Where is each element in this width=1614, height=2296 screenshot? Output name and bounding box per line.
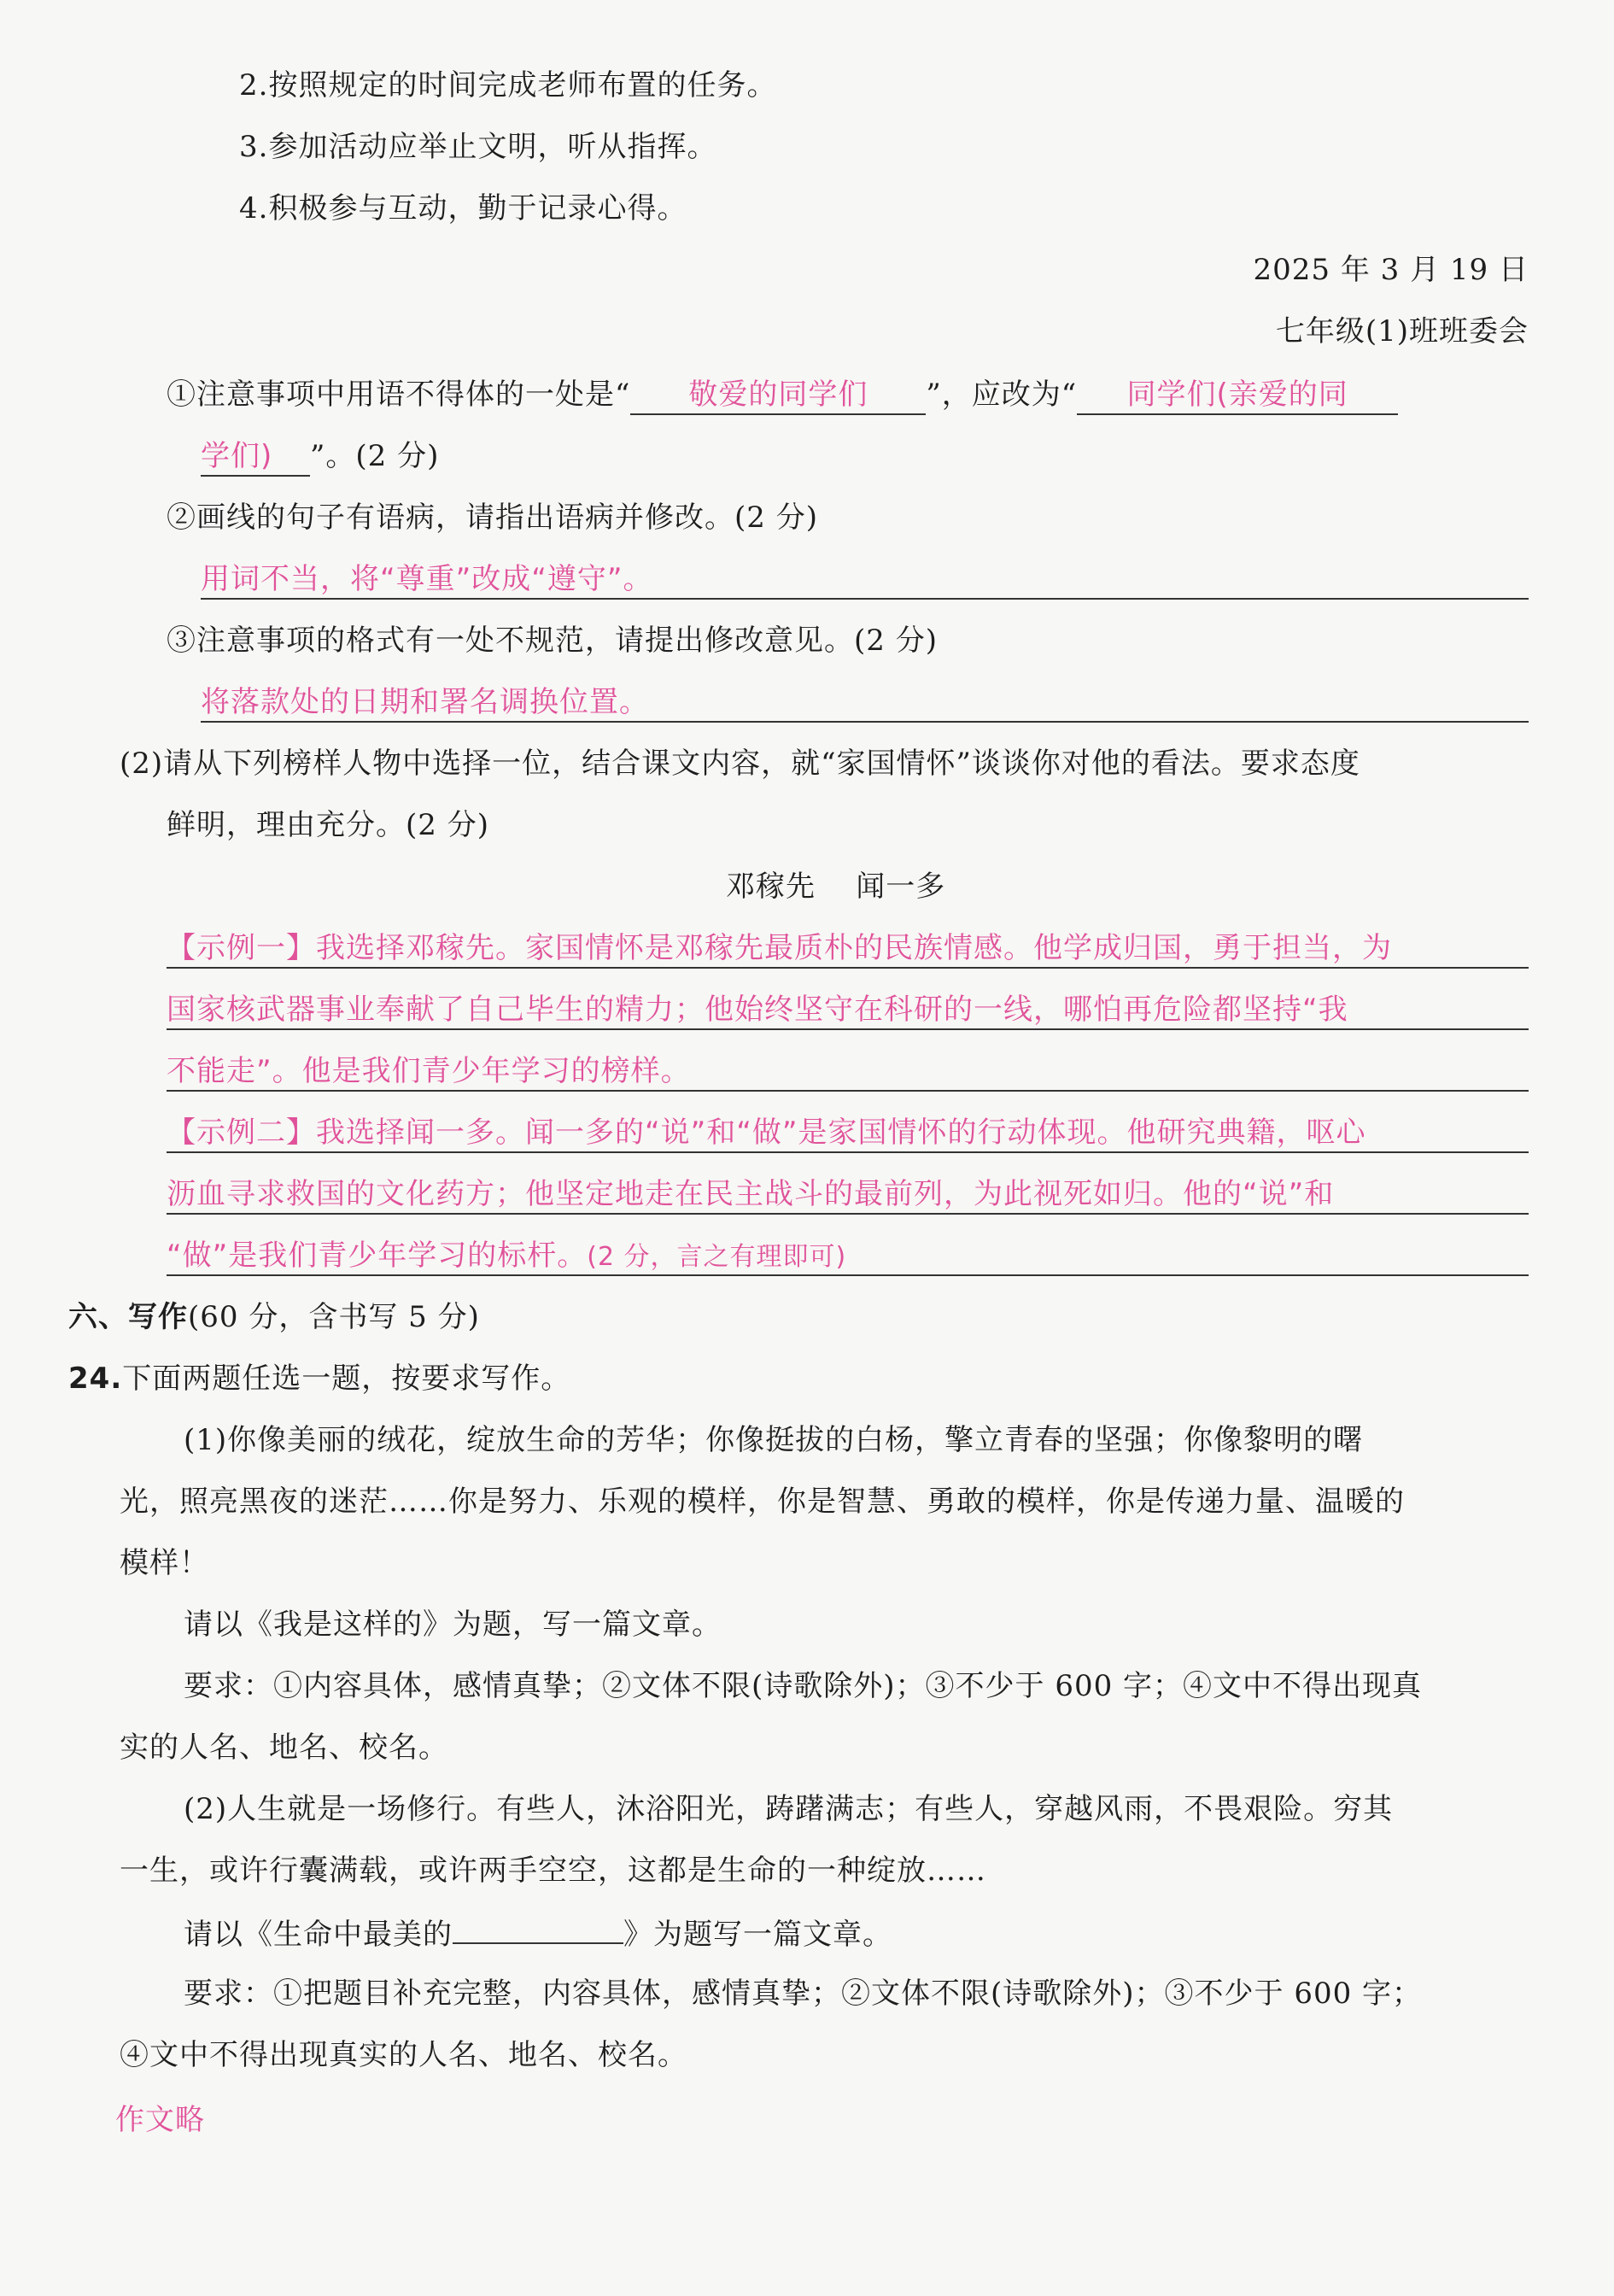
example-1-line-2: 国家核武器事业奉献了自己毕生的精力；他始终坚守在科研的一线，哪怕再危险都坚持“我 bbox=[167, 993, 1348, 1027]
answer-line-2 bbox=[201, 560, 1529, 600]
notice-item-4: 4.积极参与互动，勤于记录心得。 bbox=[239, 191, 687, 226]
topic-1-title: 请以《我是这样的》为题，写一篇文章。 bbox=[184, 1608, 722, 1642]
role-model-names: 邓稼先 闻一多 bbox=[726, 870, 946, 904]
topic-2-requirements-2: ④文中不得出现真实的人名、地名、校名。 bbox=[120, 2038, 687, 2072]
example-2-line-3-text: “做”是我们青少年学习的标杆。 bbox=[167, 1239, 588, 1273]
section-6-title: 六、写作 bbox=[68, 1300, 188, 1334]
question-2: ②画线的句子有语病，请指出语病并修改。(2 分) bbox=[167, 501, 818, 535]
answer-line-example-1a bbox=[167, 929, 1529, 969]
topic-2-title-pre: 请以《生命中最美的 bbox=[184, 1918, 453, 1952]
example-2-line-1: 【示例二】我选择闻一多。闻一多的“说”和“做”是家国情怀的行动体现。他研究典籍，呕心 bbox=[167, 1116, 1366, 1150]
section-6-score: (60 分，含书写 5 分) bbox=[188, 1300, 480, 1334]
answer-line-example-1b bbox=[167, 991, 1529, 1030]
question-24 bbox=[68, 1360, 570, 1397]
topic-1-line-1: (1)你像美丽的绒花，绽放生命的芳华；你像挺拔的白杨，擎立青春的坚强；你像黎明的曙 bbox=[184, 1423, 1364, 1457]
topic-2-line-1: (2)人生就是一场修行。有些人，沐浴阳光，踌躇满志；有些人，穿越风雨，不畏艰险。穷其 bbox=[184, 1792, 1394, 1826]
answer-2: 用词不当，将“尊重”改成“遵守”。 bbox=[201, 562, 653, 596]
topic-1-requirements-2: 实的人名、地名、校名。 bbox=[120, 1731, 448, 1765]
answer-blank-a: 敬爱的同学们 bbox=[630, 376, 926, 415]
topic-2-title-post: 》为题写一篇文章。 bbox=[623, 1918, 892, 1952]
topic-1-line-3: 模样！ bbox=[120, 1546, 209, 1580]
example-2-line-3 bbox=[167, 1237, 846, 1276]
answer-blank-b: 同学们(亲爱的同 bbox=[1077, 376, 1398, 415]
answer-line-example-2c bbox=[167, 1237, 1529, 1276]
topic-2-title bbox=[184, 1913, 892, 1953]
answer-blank-b-continued: 学们) bbox=[201, 437, 310, 477]
topic-2-line-2: 一生，或许行囊满载，或许两手空空，这都是生命的一种绽放…… bbox=[120, 1854, 986, 1888]
notice-signature: 七年级(1)班班委会 bbox=[1275, 314, 1529, 348]
notice-item-2: 2.按照规定的时间完成老师布置的任务。 bbox=[239, 68, 777, 102]
question-24-intro: 下面两题任选一题，按要求写作。 bbox=[122, 1362, 571, 1396]
answer-3: 将落款处的日期和署名调换位置。 bbox=[201, 685, 649, 719]
example-1-line-3: 不能走”。他是我们青少年学习的榜样。 bbox=[167, 1054, 691, 1088]
title-blank bbox=[453, 1913, 623, 1944]
section-6-heading bbox=[68, 1298, 480, 1336]
question-1-suffix: ”。(2 分) bbox=[310, 439, 440, 473]
question-1-continued bbox=[201, 437, 439, 477]
question-24-number: 24. bbox=[68, 1362, 123, 1396]
topic-1-requirements-1: 要求：①内容具体，感情真挚；②文体不限(诗歌除外)；③不少于 600 字；④文中不得出现真 bbox=[184, 1669, 1423, 1703]
notice-item-3: 3.参加活动应举止文明，听从指挥。 bbox=[239, 130, 717, 164]
answer-line-3 bbox=[201, 683, 1529, 723]
question-1-middle: ”，应改为“ bbox=[926, 378, 1078, 412]
question-1 bbox=[167, 376, 1398, 415]
example-1-line-1: 【示例一】我选择邓稼先。家国情怀是邓稼先最质朴的民族情感。他学成归国，勇于担当，为 bbox=[167, 931, 1392, 965]
question-1-prefix: ①注意事项中用语不得体的一处是“ bbox=[167, 378, 631, 412]
answer-line-example-2a bbox=[167, 1114, 1529, 1153]
essay-answer: 作文略 bbox=[115, 2103, 205, 2137]
part-2-prompt-line-1: (2)请从下列榜样人物中选择一位，结合课文内容，就“家国情怀”谈谈你对他的看法。要求态度 bbox=[120, 747, 1360, 781]
answer-line-example-1c bbox=[167, 1052, 1529, 1092]
answer-scoring-note: (2 分，言之有理即可) bbox=[587, 1242, 847, 1272]
answer-line-example-2b bbox=[167, 1175, 1529, 1215]
topic-1-line-2: 光，照亮黑夜的迷茫……你是努力、乐观的模样，你是智慧、勇敢的模样，你是传递力量、温暖的 bbox=[120, 1485, 1405, 1519]
notice-date: 2025 年 3 月 19 日 bbox=[1253, 253, 1529, 287]
topic-2-requirements-1: 要求：①把题目补充完整，内容具体，感情真挚；②文体不限(诗歌除外)；③不少于 600 字； bbox=[184, 1977, 1423, 2011]
question-3: ③注意事项的格式有一处不规范，请提出修改意见。(2 分) bbox=[167, 624, 938, 658]
part-2-prompt-line-2: 鲜明，理由充分。(2 分) bbox=[167, 808, 489, 842]
example-2-line-2: 沥血寻求救国的文化药方；他坚定地走在民主战斗的最前列，为此视死如归。他的“说”和 bbox=[167, 1177, 1335, 1211]
